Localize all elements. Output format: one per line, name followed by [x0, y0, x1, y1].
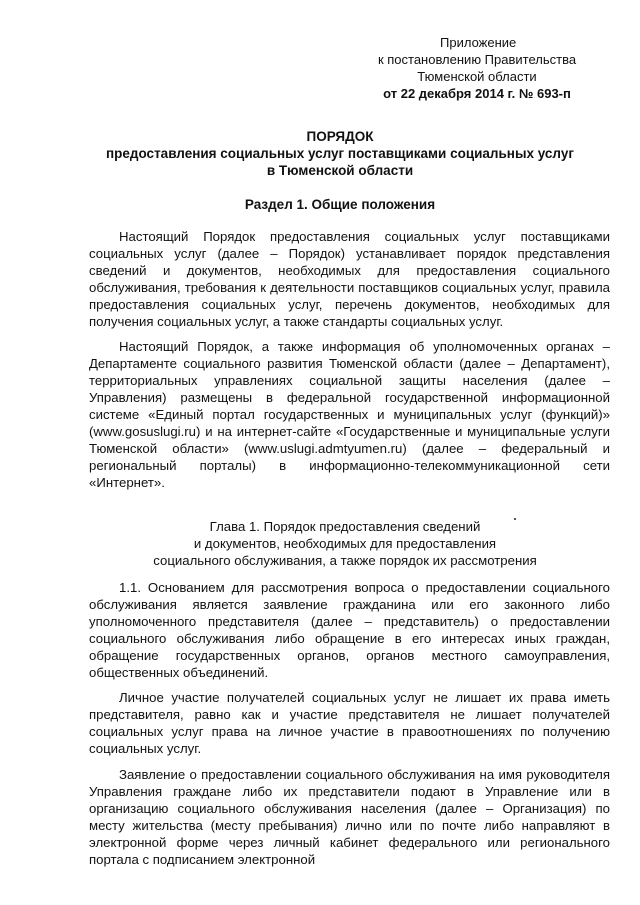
chapter-paragraphs — [89, 580, 610, 869]
paragraph: Настоящий Порядок, а также информация об уполномоченных органах – Департаменте социального развития Тюменской области (далее – Департамент), территориальных управлениях социальной защиты населения (далее – Управления) размещены в федеральной государственной информационной системе «Единый портал государственных и муниципальных услуг (функций)» (www.gosuslugi.ru) и на интернет-сайте «Государственные и муниципальные услуги Тюменской области» (www.uslugi.admtyumen.ru) (далее – федеральный и региональный порталы) в информационно-телекоммуникационной сети «Интернет». — [89, 339, 610, 490]
document-title: ПОРЯДОК — [306, 129, 374, 144]
chapter-heading-line3: социального обслуживания, а также порядок их рассмотрения — [153, 553, 537, 568]
document-subtitle-line2: в Тюменской области — [266, 163, 414, 178]
paragraph: Настоящий Порядок предоставления социальных услуг поставщиками социальных услуг (далее – Порядок) устанавливает порядок представления сведений и документов, необходимых для предоставления социального обслуживания, требования к деятельности поставщиков социальных услуг, правила предоставления социальных услуг, перечень документов, необходимых для получения социальных услуг, а также стандарты социальных услуг. — [89, 229, 610, 329]
section-heading: Раздел 1. Общие положения — [244, 197, 436, 212]
chapter-heading-line2: и документов, необходимых для предоставления — [193, 536, 497, 551]
paragraph: 1.1. Основанием для рассмотрения вопроса о предоставлении социального обслуживания является заявление гражданина или его законного либо уполномоченного представителя (далее – представитель) о предоставлении социального обслуживания либо обращение в его интересах иных граждан, обращение государственных органов, органов местного самоуправления, общественных объединений. — [89, 580, 610, 680]
paragraph: Заявление о предоставлении социального обслуживания на имя руководителя Управления граждане либо их представители подают в Управление или в организацию социального обслуживания населения (далее – Организация) по месту жительства (месту пребывания) лично или по почте либо направляют в электронной форме через личный кабинет федерального или регионального портала с подписанием электронной — [89, 767, 610, 867]
appendix-label: Приложение — [440, 35, 517, 50]
paragraph: Личное участие получателей социальных услуг не лишает их права иметь представителя, равно как и участие представителя не лишает получателей социальных услуг права на личное участие в правоотношениях по получению социальных услуг. — [89, 690, 610, 757]
document-subtitle-line1: предоставления социальных услуг поставщиками социальных услуг — [106, 146, 574, 161]
chapter-heading-line1: Глава 1. Порядок предоставления сведений — [209, 519, 481, 534]
appendix-block — [362, 34, 592, 102]
intro-paragraphs — [89, 229, 610, 492]
appendix-date-number: от 22 декабря 2014 г. № 693-п — [383, 86, 571, 101]
appendix-region: Тюменской области — [417, 69, 537, 84]
appendix-decree: к постановлению Правительства — [377, 52, 577, 67]
